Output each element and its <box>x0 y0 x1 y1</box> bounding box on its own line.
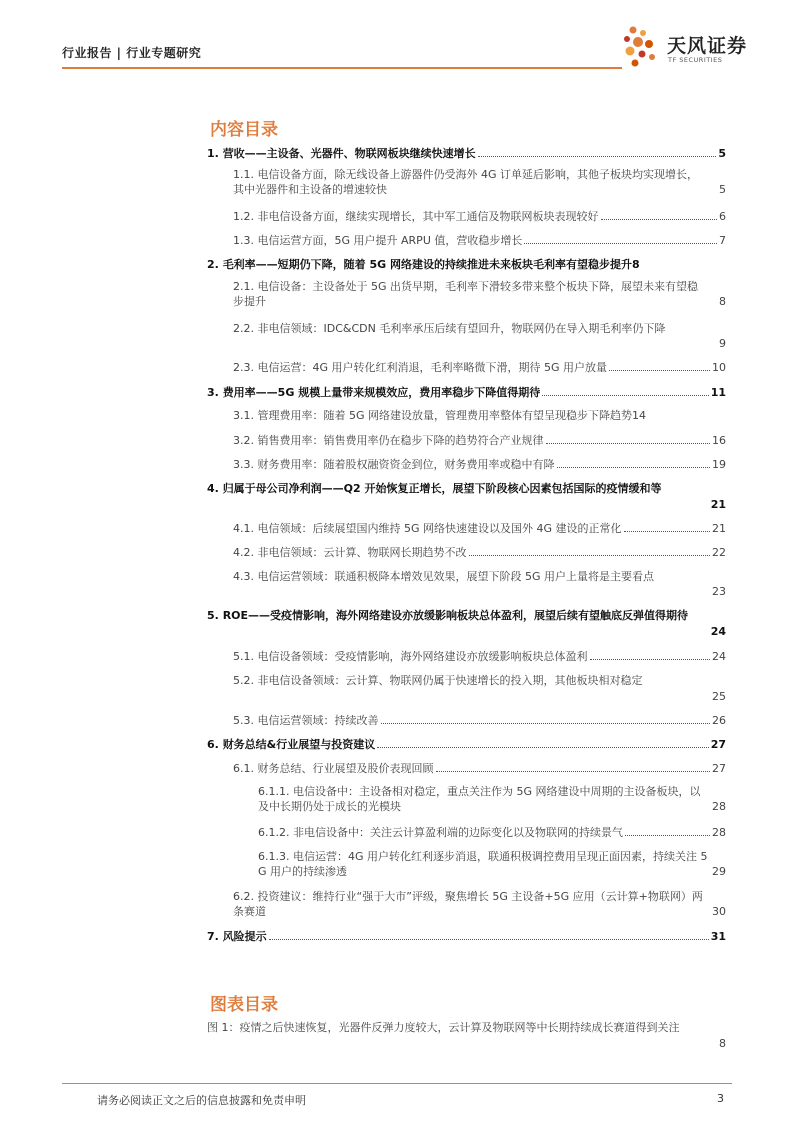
brand-name-en: TF SECURITIES <box>668 56 723 64</box>
page-number: 29 <box>712 865 726 878</box>
toc-entry[interactable]: 6.1. 财务总结、行业展望及股价表现回顾 27 <box>233 762 726 775</box>
figure-list-title: 图表目录 <box>210 995 278 1015</box>
table-of-contents <box>207 0 726 960</box>
page-number: 8 <box>632 258 640 271</box>
toc-entry[interactable]: 2. 毛利率——短期仍下降，随着 5G 网络建设的持续推进未来板块毛利率有望稳步提升 8 <box>207 258 640 271</box>
toc-entry[interactable]: 4.1. 电信领域：后续展望国内维持 5G 网络快速建设以及国外 4G 建设的正常化 21 <box>233 522 726 535</box>
toc-entry[interactable]: 2.3. 电信运营：4G 用户转化红利消退，毛利率略微下滑，期待 5G 用户放量 10 <box>233 361 726 374</box>
toc-entry[interactable]: 5.2. 非电信设备领域：云计算、物联网仍属于快速增长的投入期，其他板块相对稳定 <box>233 674 643 687</box>
page-number: 8 <box>719 295 726 308</box>
toc-entry[interactable]: 1.1. 电信设备方面，除无线设备上游器件仍受海外 4G 订单延后影响，其他子板块均实现增长，其中光器件和主设备的增速较快 <box>233 168 699 196</box>
toc-entry-tail <box>233 294 726 309</box>
page-number: 22 <box>712 546 726 559</box>
toc-entry[interactable]: 3.3. 财务费用率：随着股权融资资金到位，财务费用率或稳中有降 19 <box>233 458 726 471</box>
page-number: 11 <box>710 386 726 399</box>
brand-name: 天风证券 <box>667 35 748 57</box>
toc-entry[interactable]: 6.1.3. 电信运营：4G 用户转化红利逐步消退，联通积极调控费用呈现正面因素，持续关注 5G 用户的持续渗透 <box>258 850 708 878</box>
page-number-footer: 3 <box>717 1092 724 1105</box>
figure-entry[interactable]: 图 1：疫情之后快速恢复，光器件反弹力度较大，云计算及物联网等中长期持续成长赛道得到关注 <box>207 1021 680 1034</box>
toc-entry[interactable]: 1. 营收——主设备、光器件、物联网板块继续快速增长 5 <box>207 147 726 160</box>
page-number: 19 <box>712 458 726 471</box>
toc-entry[interactable]: 4.2. 非电信领域：云计算、物联网长期趋势不改 22 <box>233 546 726 559</box>
toc-entry[interactable]: 3. 费用率——5G 规模上量带来规模效应，费用率稳步下降值得期待 11 <box>207 386 726 399</box>
toc-entry-tail <box>233 904 726 919</box>
page-number: 23 <box>712 585 726 598</box>
toc-entry[interactable]: 5.1. 电信设备领域：受疫情影响，海外网络建设亦放缓影响板块总体盈利 24 <box>233 650 726 663</box>
figure-list <box>207 1020 726 1060</box>
toc-entry[interactable]: 1.2. 非电信设备方面，继续实现增长，其中军工通信及物联网板块表现较好 6 <box>233 210 726 223</box>
toc-entry[interactable]: 6. 财务总结&行业展望与投资建议 27 <box>207 738 726 751</box>
disclaimer-text: 请务必阅读正文之后的信息披露和免责申明 <box>97 1094 306 1107</box>
toc-entry-tail <box>233 336 726 351</box>
footer-divider <box>62 1083 732 1084</box>
page-number: 24 <box>710 625 726 638</box>
toc-entry[interactable]: 5.3. 电信运营领域：持续改善 26 <box>233 714 726 727</box>
toc-entry-tail <box>233 689 726 704</box>
toc-entry-tail <box>233 584 726 599</box>
page-number: 30 <box>712 905 726 918</box>
page-number: 6 <box>719 210 726 223</box>
page-number: 16 <box>712 434 726 447</box>
toc-entry-tail <box>233 182 726 197</box>
report-type-label: 行业报告 | 行业专题研究 <box>62 46 202 60</box>
page-number: 28 <box>712 800 726 813</box>
page-number: 14 <box>632 409 647 422</box>
toc-entry[interactable]: 6.1.1. 电信设备中：主设备相对稳定，重点关注作为 5G 网络建设中周期的主设备板块，以及中长期仍处于成长的光模块 <box>258 785 701 813</box>
page-number: 27 <box>712 762 726 775</box>
page-number: 31 <box>710 930 726 943</box>
toc-entry-tail <box>207 497 726 512</box>
toc-title: 内容目录 <box>210 120 278 140</box>
toc-entry[interactable]: 5. ROE——受疫情影响，海外网络建设亦放缓影响板块总体盈利，展望后续有望触底反弹值得期待 <box>207 609 689 622</box>
toc-entry-tail <box>258 799 726 814</box>
page-number: 21 <box>712 522 726 535</box>
page-number: 24 <box>712 650 726 663</box>
page-number: 9 <box>719 337 726 350</box>
page-number: 5 <box>718 147 726 160</box>
toc-entry[interactable]: 4. 归属于母公司净利润——Q2 开始恢复正增长，展望下阶段核心因素包括国际的疫情缓和等 <box>207 482 662 495</box>
page-number: 21 <box>710 498 726 511</box>
page-number: 7 <box>719 234 726 247</box>
page-number: 10 <box>712 361 726 374</box>
toc-entry[interactable]: 3.1. 管理费用率：随着 5G 网络建设放量，管理费用率整体有望呈现稳步下降趋势 14 <box>233 409 647 422</box>
toc-entry[interactable]: 2.1. 电信设备：主设备处于 5G 出货早期，毛利率下滑较多带来整个板块下降，展望未来有望稳步提升 <box>233 280 699 308</box>
toc-entry[interactable]: 4.3. 电信运营领域：联通积极降本增效见效果，展望下阶段 5G 用户上量将是主要看点 <box>233 570 655 583</box>
toc-entry[interactable]: 1.3. 电信运营方面，5G 用户提升 ARPU 值，营收稳步增长 7 <box>233 234 726 247</box>
page-number: 26 <box>712 714 726 727</box>
toc-entry[interactable]: 6.2. 投资建议：维持行业“强于大市”评级，聚焦增长 5G 主设备+5G 应用（云计算+物联网）两条赛道 <box>233 890 703 918</box>
page-number: 25 <box>712 690 726 703</box>
page-number: 5 <box>719 183 726 196</box>
toc-entry-tail <box>258 864 726 879</box>
toc-entry[interactable]: 3.2. 销售费用率：销售费用率仍在稳步下降的趋势符合产业规律 16 <box>233 434 726 447</box>
toc-entry-tail <box>207 624 726 639</box>
figure-entry-tail <box>207 1036 726 1051</box>
toc-entry[interactable]: 6.1.2. 非电信设备中：关注云计算盈利端的边际变化以及物联网的持续景气 28 <box>258 826 726 839</box>
toc-entry[interactable]: 2.2. 非电信领域：IDC&CDN 毛利率承压后续有望回升，物联网仍在导入期毛利率仍下降 <box>233 322 666 335</box>
page-number: 27 <box>710 738 726 751</box>
page-number: 8 <box>719 1037 726 1050</box>
page-number: 28 <box>712 826 726 839</box>
toc-entry[interactable]: 7. 风险提示 31 <box>207 930 726 943</box>
